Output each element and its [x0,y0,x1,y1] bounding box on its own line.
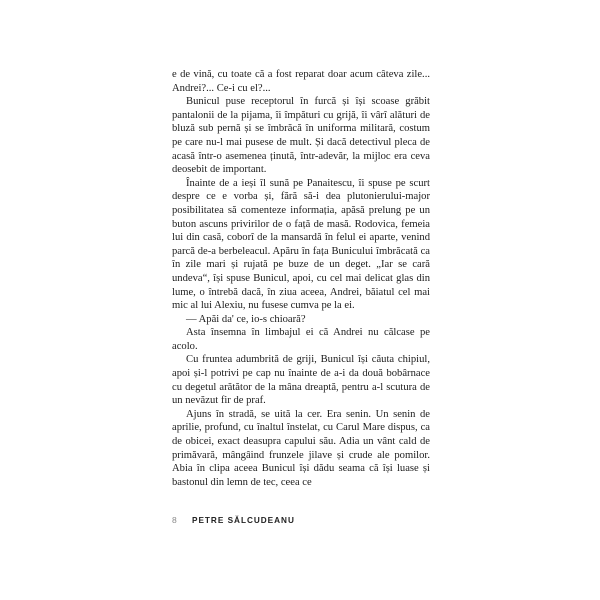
body-text [172,68,430,489]
author-name: PETRE SĂLCUDEANU [192,515,295,525]
page-number: 8 [172,515,177,525]
paragraph: — Apăi da' ce, io-s chioară? [186,313,306,325]
paragraph: Cu fruntea adumbrită de griji, Bunicul își căuta chipiul, apoi și-l potrivi pe cap nu înainte de a-i da două bobârnace cu degetul arătător de la mâna dreaptă, pentru a-l scutura de un nevăzut fir de praf. [172,354,430,407]
paragraph: Bunicul puse receptorul în furcă și își scoase grăbit pantalonii de la pijama, îi împături cu grijă, îi vârî alături de bluză sub pernă și se îmbrăcă în uniforma militară, costum pe care nu-l mai pusese de mult. Și dacă detectivul pleca de acasă într-o asemenea ținută, într-adevăr, la mijloc era ceva deosebit de important. [172,96,430,176]
paragraph: Asta însemna în limbajul ei că Andrei nu călcase pe acolo. [172,327,430,352]
paragraph: e de vină, cu toate că a fost reparat doar acum câteva zile... Andrei?... Ce-i cu el?... [172,69,430,94]
page-footer [172,515,295,525]
paragraph: Înainte de a ieși îl sună pe Panaitescu, îi spuse pe scurt despre ce e vorba și, fără să-i dea plutonierului-major posibilitatea să comenteze informația, apăsă prelung pe un buton ascuns privirilor de o față de masă. Rodovica, femeia lui din casă, coborî de la mansardă în felul ei aparte, venind parcă de-a berbeleacul. Apăru în fața Bunicului îmbrăcată ca în zile mari și rujată pe buze de un deget. „Iar se cară undeva“, își spuse Bunicul, apoi, cu cel mai delicat glas din lume, o întrebă dacă, în ziua aceea, Andrei, băiatul cel mai mic al lui Alexiu, nu fusese cumva pe la ei. [172,177,430,312]
paragraph: Ajuns în stradă, se uită la cer. Era senin. Un senin de aprilie, profund, cu înaltul înstelat, cu Carul Mare dispus, ca de obicei, exact deasupra capului său. Adia un vânt cald de primăvară, mângâind frunzele jilave și crude ale pomilor. Abia în clipa aceea Bunicul își dădu seama că își luase și bastonul din lemn de tec, ceea ce [172,408,430,488]
